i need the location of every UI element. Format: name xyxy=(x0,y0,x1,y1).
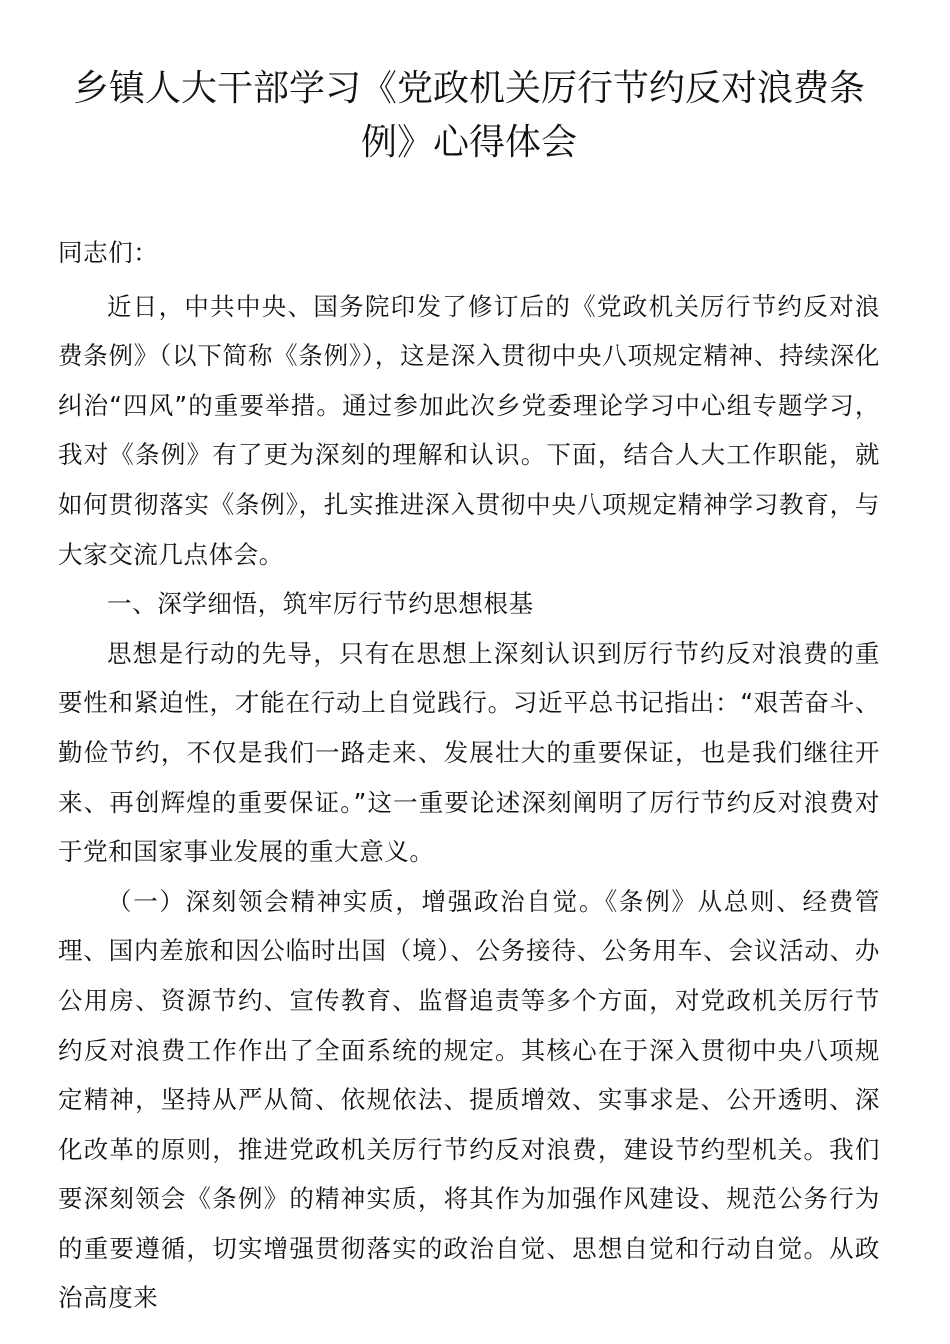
paragraph-intro: 近日，中共中央、国务院印发了修订后的《党政机关厉行节约反对浪费条例》（以下简称《条例》），这是深入贯彻中央八项规定精神、持续深化纠治“四风”的重要举措。通过参加此次乡党委理论学习中心组专题学习，我对《条例》有了更为深刻的理解和认识。下面，结合人大工作职能，就如何贯彻落实《条例》，扎实推进深入贯彻中央八项规定精神学习教育，与大家交流几点体会。 xyxy=(58,291,880,569)
document-page xyxy=(58,62,880,1323)
salutation: 同志们： xyxy=(58,238,159,267)
paragraph-thought: 思想是行动的先导，只有在思想上深刻认识到厉行节约反对浪费的重要性和紧迫性，才能在行动上自觉践行。习近平总书记指出：“艰苦奋斗、勤俭节约，不仅是我们一路走来、发展壮大的重要保证，也是我们继往开来、再创辉煌的重要保证。”这一重要论述深刻阐明了厉行节约反对浪费对于党和国家事业发展的重大意义。 xyxy=(58,638,880,867)
section-heading-1: 一、深学细悟，筑牢厉行节约思想根基 xyxy=(107,589,534,619)
paragraph-subsection-1: （一）深刻领会精神实质，增强政治自觉。《条例》从总则、经费管理、国内差旅和因公临时出国（境）、公务接待、公务用车、会议活动、办公用房、资源节约、宣传教育、监督追责等多个方面，对党政机关厉行节约反对浪费工作作出了全面系统的规定。其核心在于深入贯彻中央八项规定精神，坚持从严从简、依规依法、提质增效、实事求是、公开透明、深化改革的原则，推进党政机关厉行节约反对浪费，建设节约型机关。我们要深刻领会《条例》的精神实质，将其作为加强作风建设、规范公务行为的重要遵循，切实增强贯彻落实的政治自觉、思想自觉和行动自觉。从政治高度来 xyxy=(58,886,880,1313)
document-title: 乡镇人大干部学习《党政机关厉行节约反对浪费条例》心得体会 xyxy=(72,68,865,163)
